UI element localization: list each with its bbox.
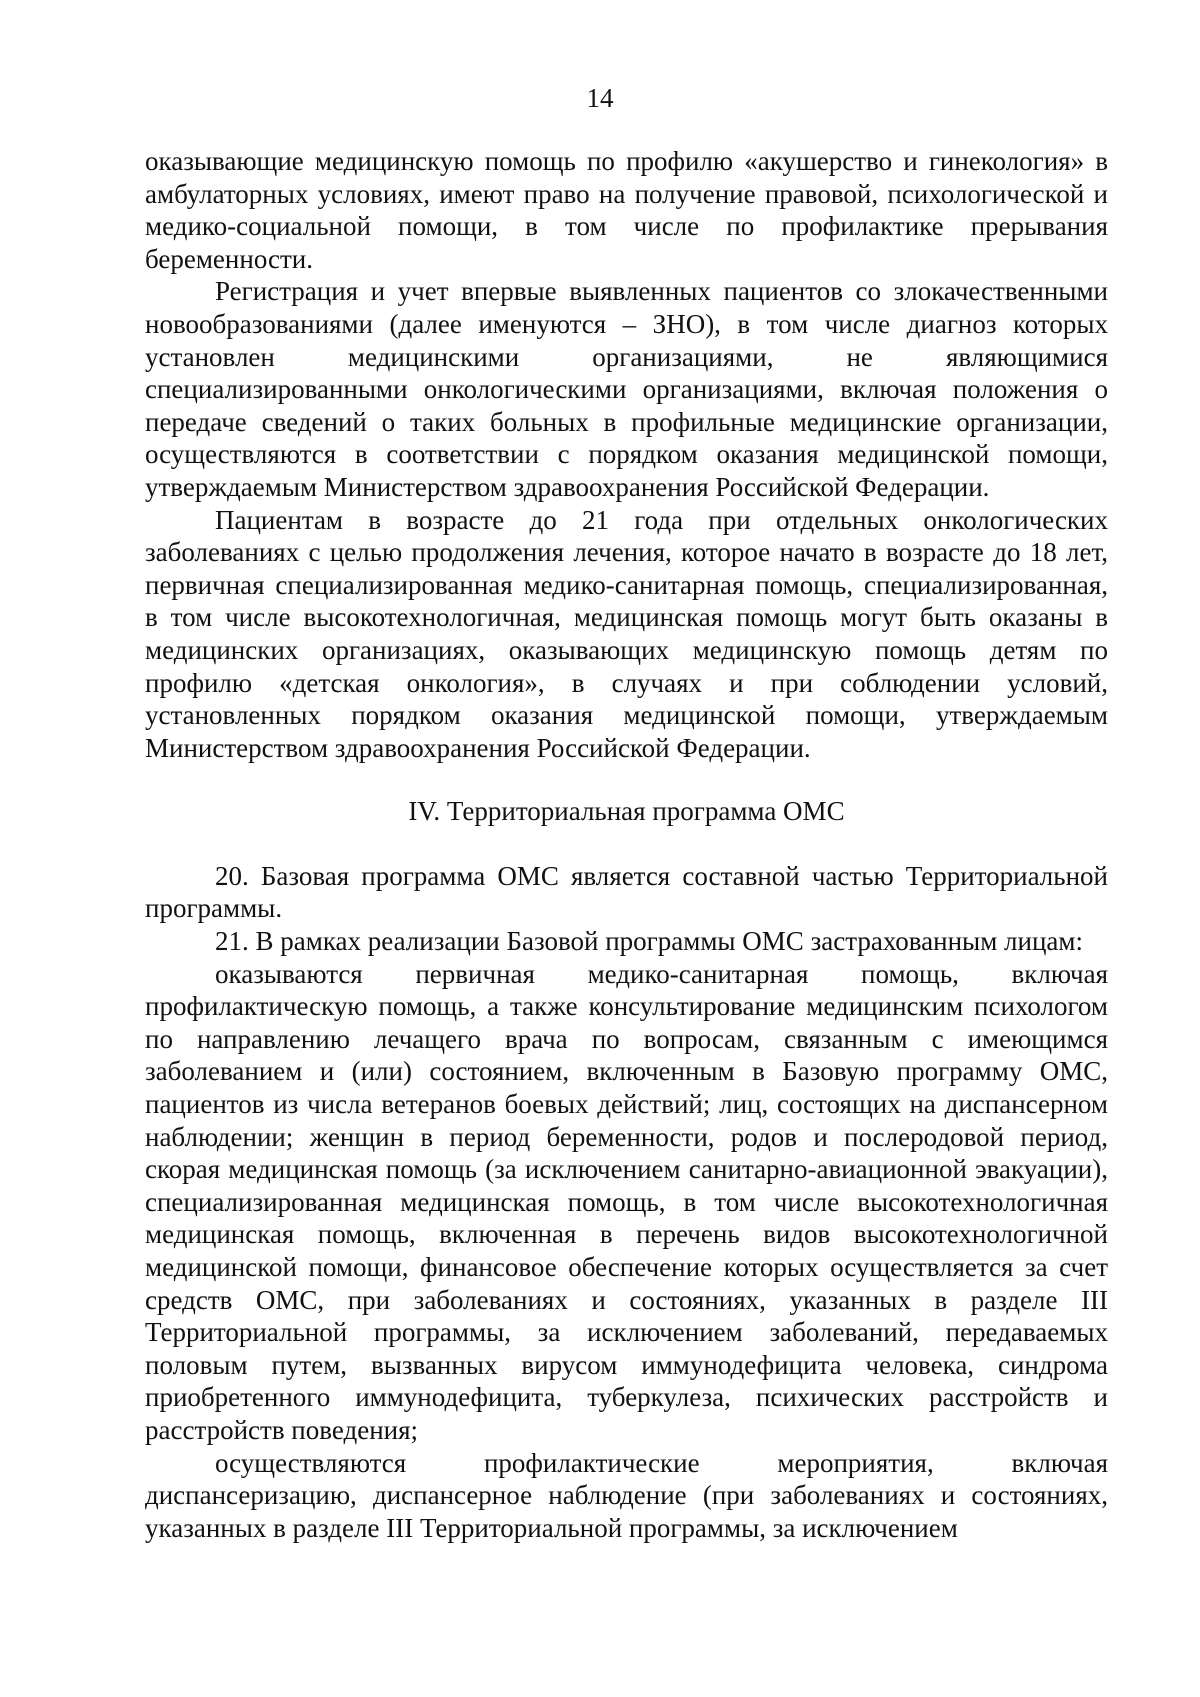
paragraph-patients-under-21: Пациентам в возрасте до 21 года при отдельных онкологических заболеваниях с целью продолжения лечения, которое начато в возрасте до 18 лет, первичная специализированная медико-санитарная помощь, специализированная, в том числе высокотехнологичная, медицинская помощь могут быть оказаны в медицинских организациях, оказывающих медицинскую помощь детям по профилю «детская онкология», в случаях и при соблюдении условий, установленных порядком оказания медицинской помощи, утверждаемым Министерством здравоохранения Российской Федерации. (145, 504, 1108, 763)
paragraph-preventive-measures: осуществляются профилактические мероприятия, включая диспансеризацию, диспансерное наблюдение (при заболеваниях и состояниях, указанных в разделе III Территориальной программы, за исключением (145, 1447, 1108, 1543)
section-heading: IV. Территориальная программа ОМС (408, 796, 845, 827)
paragraph-continuation: оказывающие медицинскую помощь по профилю «акушерство и гинекология» в амбулаторных условиях, имеют право на получение правовой, психологической и медико-социальной помощи, в том числе по профилактике прерывания беременности. (145, 146, 1108, 274)
paragraph-care-provided: оказываются первичная медико-санитарная помощь, включая профилактическую помощь, а также консультирование медицинским психологом по направлению лечащего врача по вопросам, связанным с имеющимся заболеванием и (или) состоянием, включенным в Базовую программу ОМС, пациентов из числа ветеранов боевых действий; лиц, состоящих на диспансерном наблюдении; женщин в период беременности, родов и послеродовой период, скорая медицинская помощь (за исключением санитарно-авиационной эвакуации), специализированная медицинская помощь, в том числе высокотехнологичная медицинская помощь, включенная в перечень видов высокотехнологичной медицинской помощи, финансовое обеспечение которых осуществляется за счет средств ОМС, при заболеваниях и состояниях, указанных в разделе III Территориальной программы, за исключением заболеваний, передаваемых половым путем, вызванных вирусом иммунодефицита человека, синдрома приобретенного иммунодефицита, туберкулеза, психических расстройств и расстройств поведения; (145, 958, 1108, 1445)
paragraph-zno-registration: Регистрация и учет впервые выявленных пациентов со злокачественными новообразованиями (далее именуются – ЗНО), в том числе диагноз которых установлен медицинскими организациями, не являющимися специализированными онкологическими организациями, включая положения о передаче сведений о таких больных в профильные медицинские организации, осуществляются в соответствии с порядком оказания медицинской помощи, утверждаемым Министерством здравоохранения Российской Федерации. (145, 276, 1108, 502)
page-number: 14 (586, 83, 614, 113)
paragraph-item-20: 20. Базовая программа ОМС является составной частью Территориальной программы. (145, 860, 1108, 924)
document-body (145, 145, 1108, 1544)
paragraph-item-21: 21. В рамках реализации Базовой программы ОМС застрахованным лицам: (215, 926, 1083, 957)
